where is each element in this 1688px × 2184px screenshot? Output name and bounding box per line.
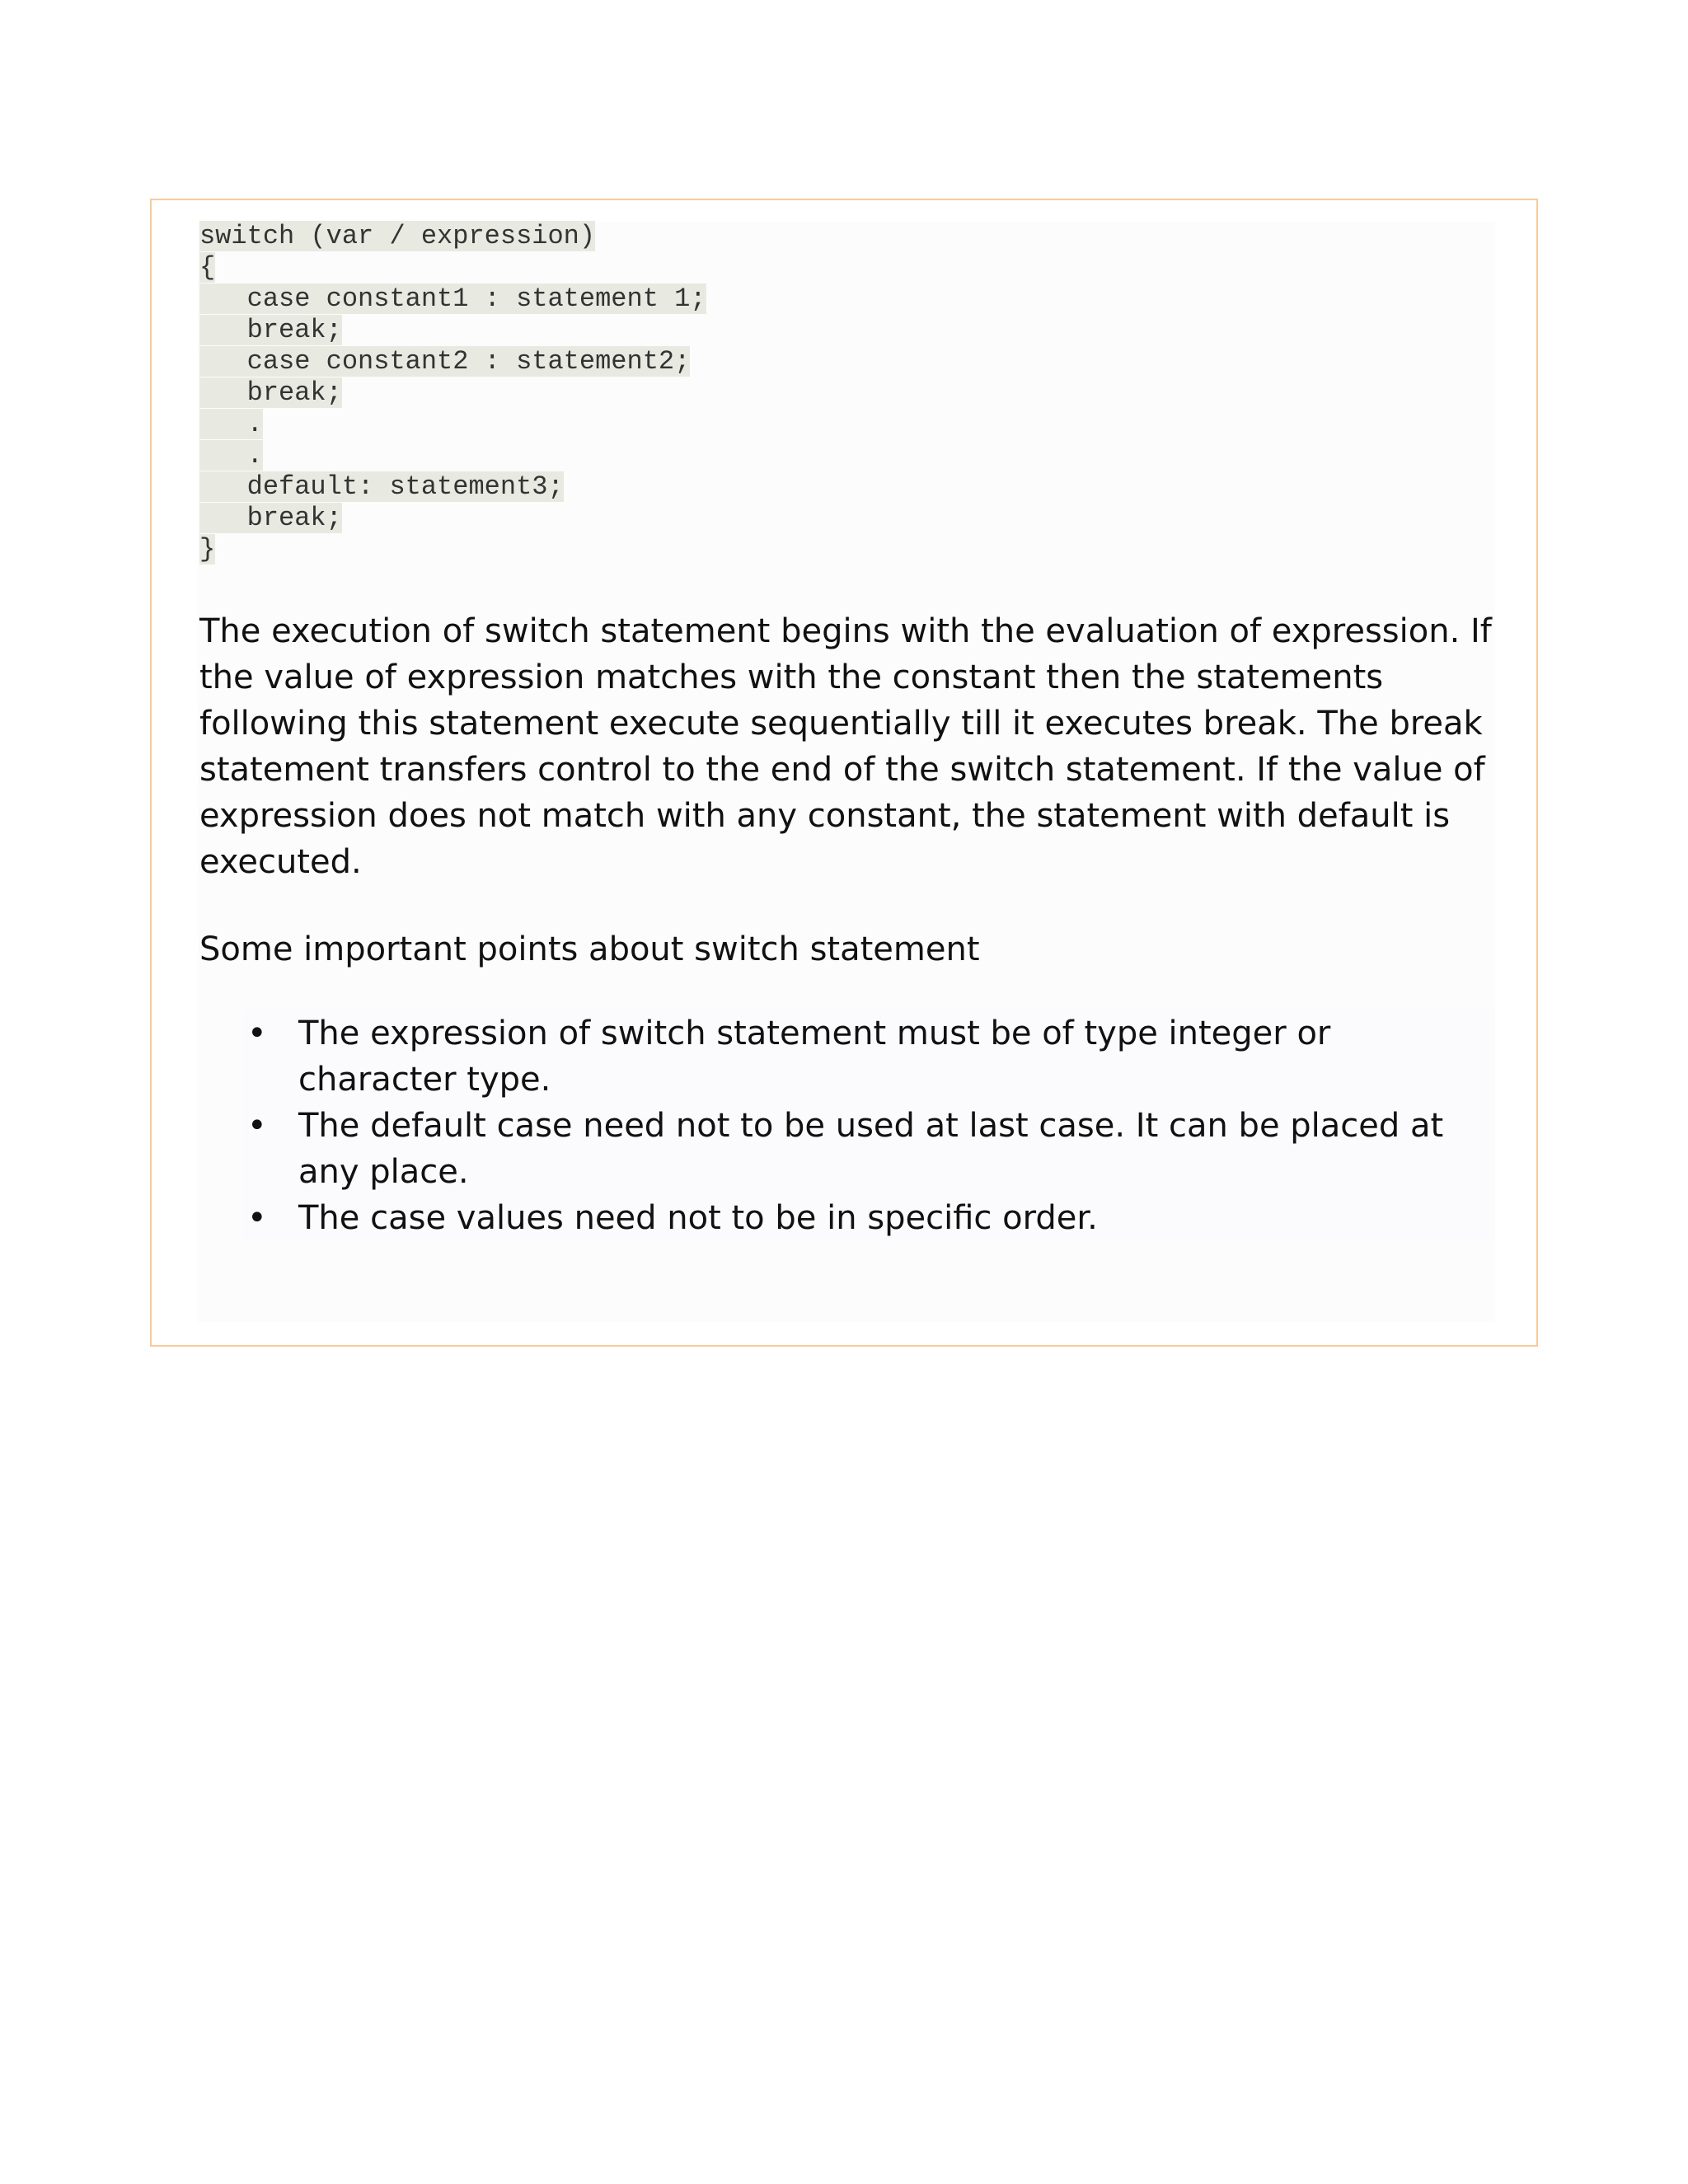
code-line bbox=[199, 346, 706, 377]
list-item bbox=[199, 1103, 1493, 1195]
code-line bbox=[199, 284, 706, 315]
code-line bbox=[199, 409, 706, 440]
code-line-text: { bbox=[199, 252, 216, 283]
points-list bbox=[199, 1010, 1493, 1241]
code-line bbox=[199, 471, 706, 503]
code-line-text: case constant1 : statement 1; bbox=[199, 284, 706, 314]
code-line bbox=[199, 221, 706, 252]
list-item-text: The expression of switch statement must be of type integer or character type. bbox=[298, 1015, 1331, 1099]
code-line bbox=[199, 252, 706, 284]
code-line-text: break; bbox=[199, 503, 342, 533]
code-block bbox=[199, 221, 706, 565]
code-line bbox=[199, 440, 706, 471]
code-line-text: break; bbox=[199, 377, 342, 408]
bullet-icon: • bbox=[247, 1199, 267, 1237]
code-line bbox=[199, 377, 706, 409]
code-line-text: break; bbox=[199, 315, 342, 345]
list-item bbox=[199, 1010, 1493, 1103]
code-line-text: default: statement3; bbox=[199, 471, 564, 502]
list-item-text: The default case need not to be used at last case. It can be placed at any place. bbox=[298, 1107, 1444, 1191]
description-paragraph: The execution of switch statement begins with the evaluation of expression. If the value of expression matches with the constant then the statements following this statement execute sequentially till it executes break. The break statement transfers control to the end of the switch statement. If the value of expression does not match with any constant, the statement with default is executed. bbox=[199, 612, 1492, 881]
code-line-text: switch (var / expression) bbox=[199, 221, 596, 251]
list-item bbox=[199, 1195, 1493, 1241]
code-line-text: . bbox=[199, 409, 263, 439]
code-line-text: } bbox=[199, 534, 216, 565]
code-line-text: case constant2 : statement2; bbox=[199, 346, 691, 377]
bullet-icon: • bbox=[247, 1107, 267, 1145]
points-heading: Some important points about switch statement bbox=[199, 930, 980, 968]
code-line bbox=[199, 534, 706, 565]
list-item-text: The case values need not to be in specific order. bbox=[298, 1199, 1098, 1237]
code-line bbox=[199, 315, 706, 346]
code-line bbox=[199, 503, 706, 534]
bullet-icon: • bbox=[247, 1015, 267, 1052]
code-line-text: . bbox=[199, 440, 263, 471]
